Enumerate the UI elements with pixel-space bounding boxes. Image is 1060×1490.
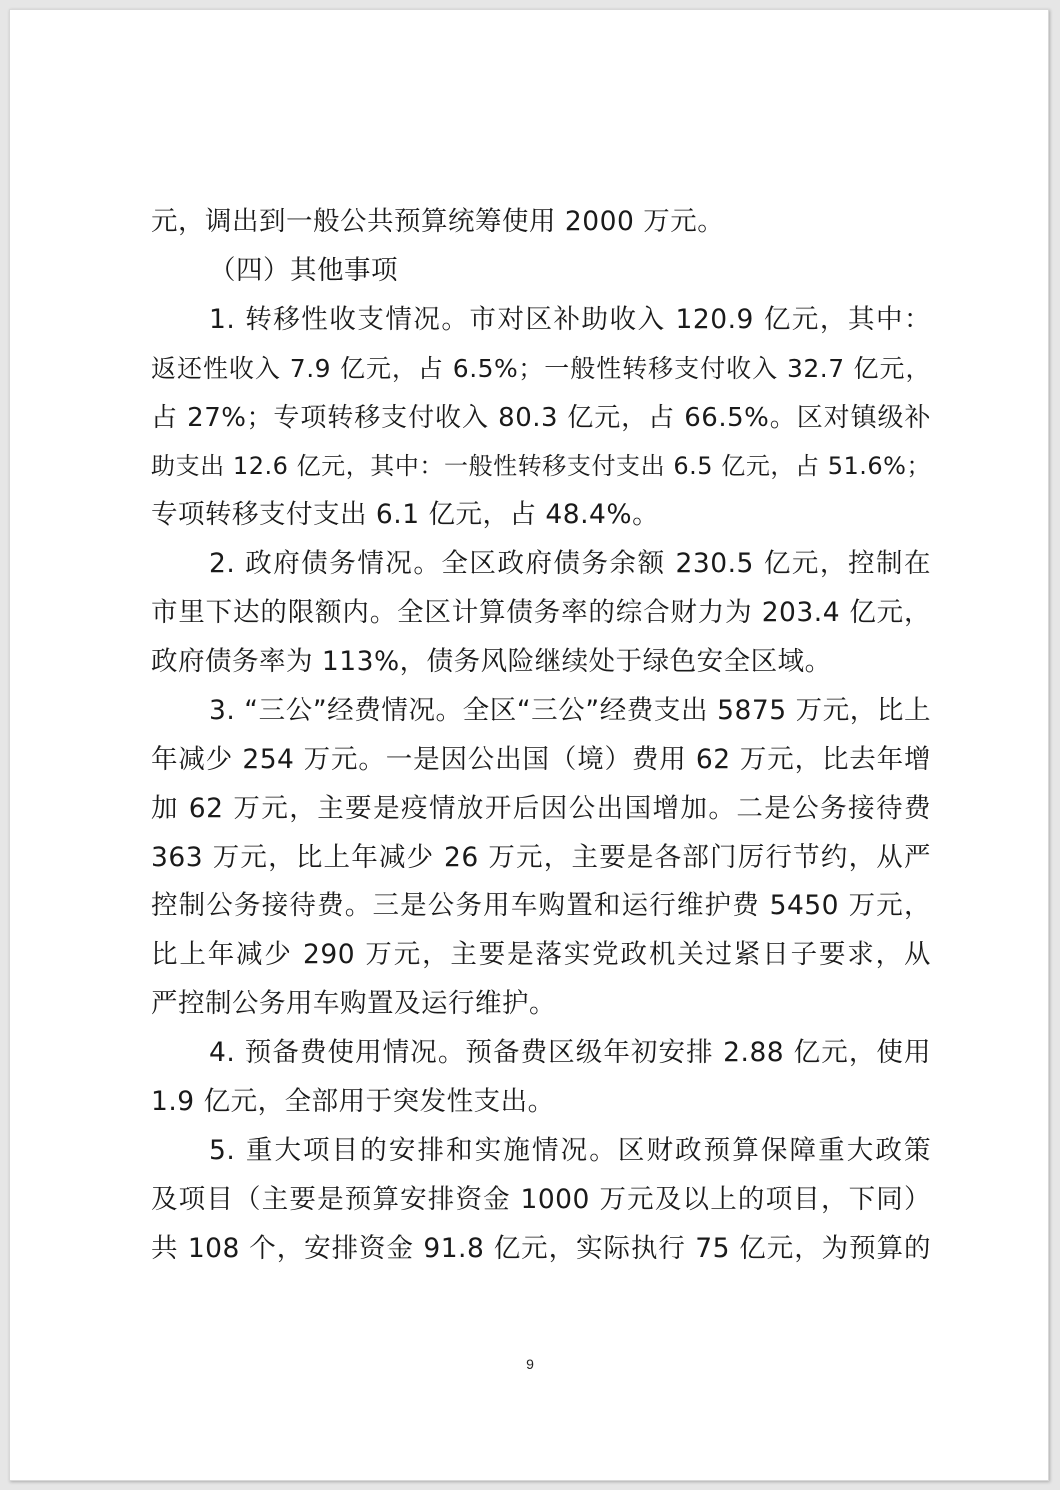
text-line: 严控制公务用车购置及运行维护。 xyxy=(151,988,556,1020)
text-line: 控制公务接待费。三是公务用车购置和运行维护费 5450 万元， xyxy=(151,890,931,922)
text-line: 专项转移支付支出 6.1 亿元，占 48.4%。 xyxy=(151,499,660,531)
text-line: 363 万元，比上年减少 26 万元，主要是各部门厉行节约，从严 xyxy=(151,841,931,873)
text-line: 助支出 12.6 亿元，其中：一般性转移支付支出 6.5 亿元，占 51.6%； xyxy=(151,452,931,481)
text-line: 年减少 254 万元。一是因公出国（境）费用 62 万元，比去年增 xyxy=(151,743,931,775)
text-line: 2. 政府债务情况。全区政府债务余额 230.5 亿元，控制在 xyxy=(209,548,931,580)
text-line: 3. “三公”经费情况。全区“三公”经费支出 5875 万元，比上 xyxy=(209,694,931,726)
text-line: 比上年减少 290 万元，主要是落实党政机关过紧日子要求，从 xyxy=(151,939,931,971)
text-line: 政府债务率为 113%，债务风险继续处于绿色安全区域。 xyxy=(151,646,832,678)
text-line: 共 108 个，安排资金 91.8 亿元，实际执行 75 亿元，为预算的 xyxy=(151,1232,931,1264)
body-text xyxy=(151,198,931,1274)
text-line: 1.9 亿元，全部用于突发性支出。 xyxy=(151,1086,555,1118)
text-line: 市里下达的限额内。全区计算债务率的综合财力为 203.4 亿元， xyxy=(151,597,931,629)
text-line: 4. 预备费使用情况。预备费区级年初安排 2.88 亿元，使用 xyxy=(209,1037,931,1069)
text-line: 返还性收入 7.9 亿元，占 6.5%；一般性转移支付收入 32.7 亿元， xyxy=(151,353,931,383)
text-line: 及项目（主要是预算安排资金 1000 万元及以上的项目，下同） xyxy=(151,1183,931,1215)
page-number: 9 xyxy=(526,1356,534,1372)
text-line: 5. 重大项目的安排和实施情况。区财政预算保障重大政策 xyxy=(209,1134,931,1166)
text-line: 占 27%；专项转移支付收入 80.3 亿元，占 66.5%。区对镇级补 xyxy=(151,402,931,433)
text-line: 元，调出到一般公共预算统筹使用 2000 万元。 xyxy=(151,206,725,237)
text-line: 1. 转移性收支情况。市对区补助收入 120.9 亿元，其中： xyxy=(209,303,931,335)
text-line: （四）其他事项 xyxy=(209,254,398,286)
document-page xyxy=(9,9,1049,1481)
text-line: 加 62 万元，主要是疫情放开后因公出国增加。二是公务接待费 xyxy=(151,792,931,824)
